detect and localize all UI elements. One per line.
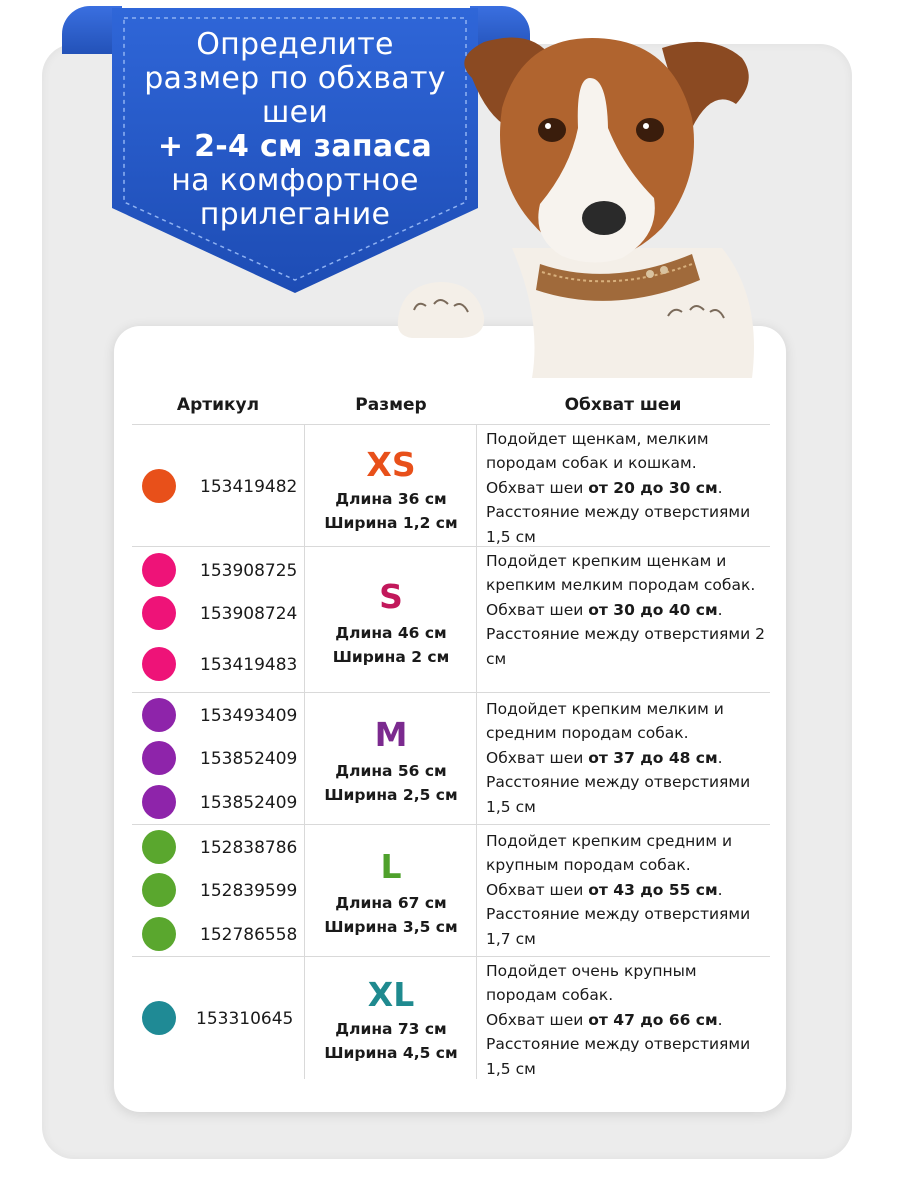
sku-label: 153419483	[200, 655, 298, 675]
hole-value: 1,7 см	[486, 929, 536, 948]
column-divider	[476, 425, 477, 547]
table-row	[132, 424, 770, 547]
girth-value: от 37 до 48 см	[588, 748, 718, 767]
size-length: Длина 36 см	[335, 490, 447, 508]
girth-value: от 30 до 40 см	[588, 600, 718, 619]
hole-value: 1,5 см	[486, 1059, 536, 1078]
girth-label: Обхват шеи	[486, 748, 584, 767]
color-dot	[142, 698, 176, 732]
size-letter: S	[379, 577, 403, 616]
column-divider	[304, 825, 305, 957]
color-dot	[142, 553, 176, 587]
neck-description	[486, 427, 770, 549]
neck-description	[486, 549, 770, 671]
size-length: Длина 56 см	[335, 762, 447, 780]
hole-value: 2 см	[486, 625, 765, 668]
column-divider	[476, 825, 477, 957]
color-dot	[142, 596, 176, 630]
hole-text	[486, 770, 770, 819]
color-dot	[142, 917, 176, 951]
banner-line-5: на комфортное	[171, 163, 419, 198]
size-length: Длина 73 см	[335, 1020, 447, 1038]
size-dims	[306, 891, 476, 939]
girth-label: Обхват шеи	[486, 880, 584, 899]
size-dims	[306, 621, 476, 669]
hole-value: 1,5 см	[486, 797, 536, 816]
size-letter: L	[380, 847, 402, 886]
hole-label: Расстояние между отверстиями	[486, 625, 751, 644]
girth-text: Обхват шеи от 43 до 55 см.	[486, 880, 723, 899]
size-width: Ширина 4,5 см	[324, 1044, 458, 1062]
size-dims	[306, 759, 476, 807]
size-width: Ширина 2,5 см	[324, 786, 458, 804]
hole-value: 1,5 см	[486, 527, 536, 546]
column-divider	[304, 693, 305, 825]
column-divider	[304, 957, 305, 1079]
neck-description	[486, 959, 770, 1081]
table-row	[132, 956, 770, 1079]
sku-label: 153419482	[200, 477, 298, 497]
girth-text: Обхват шеи от 47 до 66 см.	[486, 1010, 723, 1029]
girth-text: Обхват шеи от 20 до 30 см.	[486, 478, 723, 497]
sku-label: 153493409	[200, 706, 298, 726]
banner-line-2: размер по обхвату	[144, 61, 446, 96]
column-divider	[476, 547, 477, 693]
girth-value: от 47 до 66 см	[588, 1010, 718, 1029]
neck-description	[486, 829, 770, 951]
color-dot	[142, 785, 176, 819]
hole-label: Расстояние между отверстиями	[486, 503, 751, 522]
header-neck: Обхват шеи	[564, 395, 682, 415]
banner-line-1: Определите	[196, 27, 394, 62]
column-divider	[476, 693, 477, 825]
size-width: Ширина 2 см	[332, 648, 450, 666]
girth-text: Обхват шеи от 37 до 48 см.	[486, 748, 723, 767]
banner-line-3: шеи	[261, 95, 329, 130]
column-divider	[476, 957, 477, 1079]
column-divider	[304, 547, 305, 693]
fit-text: Подойдет крепким щенкам и крепким мелким породам собак.	[486, 552, 756, 595]
size-dims	[306, 1017, 476, 1065]
hole-text	[486, 500, 770, 549]
hole-text	[486, 1032, 770, 1081]
fit-text: Подойдет очень крупным породам собак.	[486, 962, 697, 1005]
size-length: Длина 67 см	[335, 894, 447, 912]
size-letter: XL	[367, 975, 415, 1014]
girth-label: Обхват шеи	[486, 478, 584, 497]
size-dims	[306, 487, 476, 535]
size-letter: M	[374, 715, 408, 754]
column-divider	[304, 425, 305, 547]
table-row	[132, 546, 770, 693]
color-dot	[142, 647, 176, 681]
sku-label: 153852409	[200, 793, 298, 813]
header-sku: Артикул	[176, 395, 260, 415]
dog-paws	[392, 270, 772, 380]
hole-text	[486, 902, 770, 951]
table-row	[132, 824, 770, 957]
color-dot	[142, 830, 176, 864]
size-width: Ширина 1,2 см	[324, 514, 458, 532]
girth-value: от 43 до 55 см	[588, 880, 718, 899]
sku-label: 153852409	[200, 749, 298, 769]
header-size: Размер	[355, 395, 427, 415]
sku-label: 153908724	[200, 604, 298, 624]
sku-label: 153310645	[196, 1009, 294, 1029]
sku-label: 152838786	[200, 838, 298, 858]
girth-label: Обхват шеи	[486, 600, 584, 619]
fit-text: Подойдет крепким мелким и средним породам собак.	[486, 700, 724, 743]
color-dot	[142, 873, 176, 907]
hole-label: Расстояние между отверстиями	[486, 905, 751, 924]
girth-label: Обхват шеи	[486, 1010, 584, 1029]
size-width: Ширина 3,5 см	[324, 918, 458, 936]
neck-description	[486, 697, 770, 819]
banner-line-6: прилегание	[199, 197, 391, 232]
color-dot	[142, 741, 176, 775]
hole-text	[486, 622, 770, 671]
banner-line-4: + 2-4 см запаса	[157, 129, 433, 164]
fit-text: Подойдет щенкам, мелким породам собак и кошкам.	[486, 430, 709, 473]
hole-label: Расстояние между отверстиями	[486, 773, 751, 792]
size-length: Длина 46 см	[335, 624, 447, 642]
sku-label: 152786558	[200, 925, 298, 945]
fit-text: Подойдет крепким средним и крупным породам собак.	[486, 832, 733, 875]
color-dot	[142, 1001, 176, 1035]
girth-value: от 20 до 30 см	[588, 478, 718, 497]
color-dot	[142, 469, 176, 503]
sku-label: 153908725	[200, 561, 298, 581]
size-letter: XS	[366, 445, 416, 484]
girth-text: Обхват шеи от 30 до 40 см.	[486, 600, 723, 619]
hole-label: Расстояние между отверстиями	[486, 1035, 751, 1054]
table-row	[132, 692, 770, 825]
sku-label: 152839599	[200, 881, 298, 901]
